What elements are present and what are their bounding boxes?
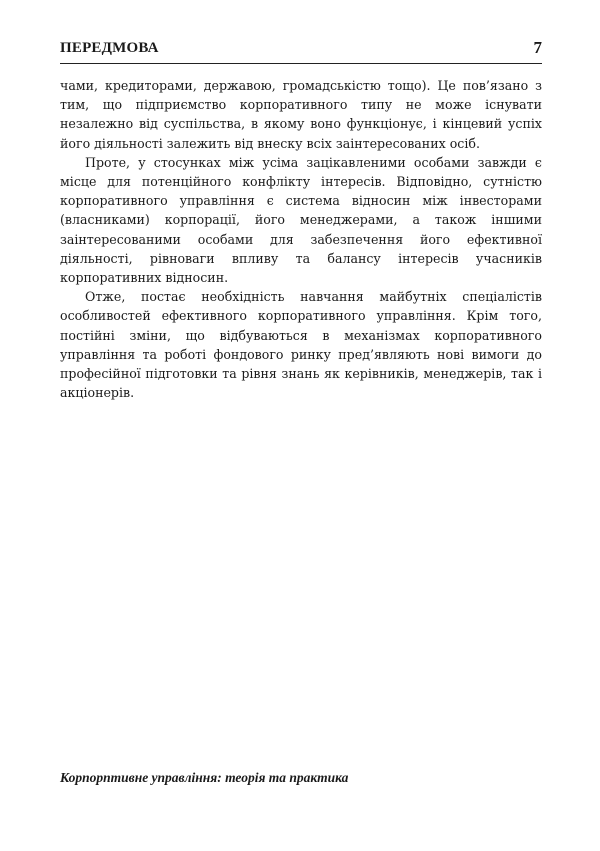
running-header	[60, 38, 542, 60]
page-number: 7	[533, 38, 542, 57]
body-text	[60, 76, 542, 402]
paragraph: Отже, постає необхідність навчання майбутніх спеціалістів особливостей ефективного корпоративного управління. Крім того, постійні зміни, що відбуваються в механізмах корпоративного управління та роботі фондового ринку пред’являють нові вимоги до професійної підготовки та рівня знань як керівників, менеджерів, так і акціонерів.	[60, 289, 542, 401]
running-footer: Корпорптивне управління: теорія та практика	[60, 770, 349, 785]
section-title: ПЕРЕДМОВА	[60, 40, 159, 56]
paragraph: Проте, у стосунках між усіма зацікавленими особами завжди є місце для потенційного конфлікту інтересів. Відповідно, сутністю корпоративного управління є система відносин між інвесторами (власниками) корпорації, його менеджерами, а також іншими заінтересованими особами для забезпечення його ефективної діяльності, рівноваги впливу та балансу інтересів учасників корпоративних відносин.	[60, 154, 542, 286]
header-rule	[60, 63, 542, 64]
paragraph-continued: чами, кредиторами, державою, громадськістю тощо). Це пов’язано з тим, що підприємство корпоративного типу не може існувати незалежно від суспільства, в якому воно функціонує, і кінцевий успіх його діяльності залежить від внеску всіх заінтересованих осіб.	[60, 78, 542, 151]
